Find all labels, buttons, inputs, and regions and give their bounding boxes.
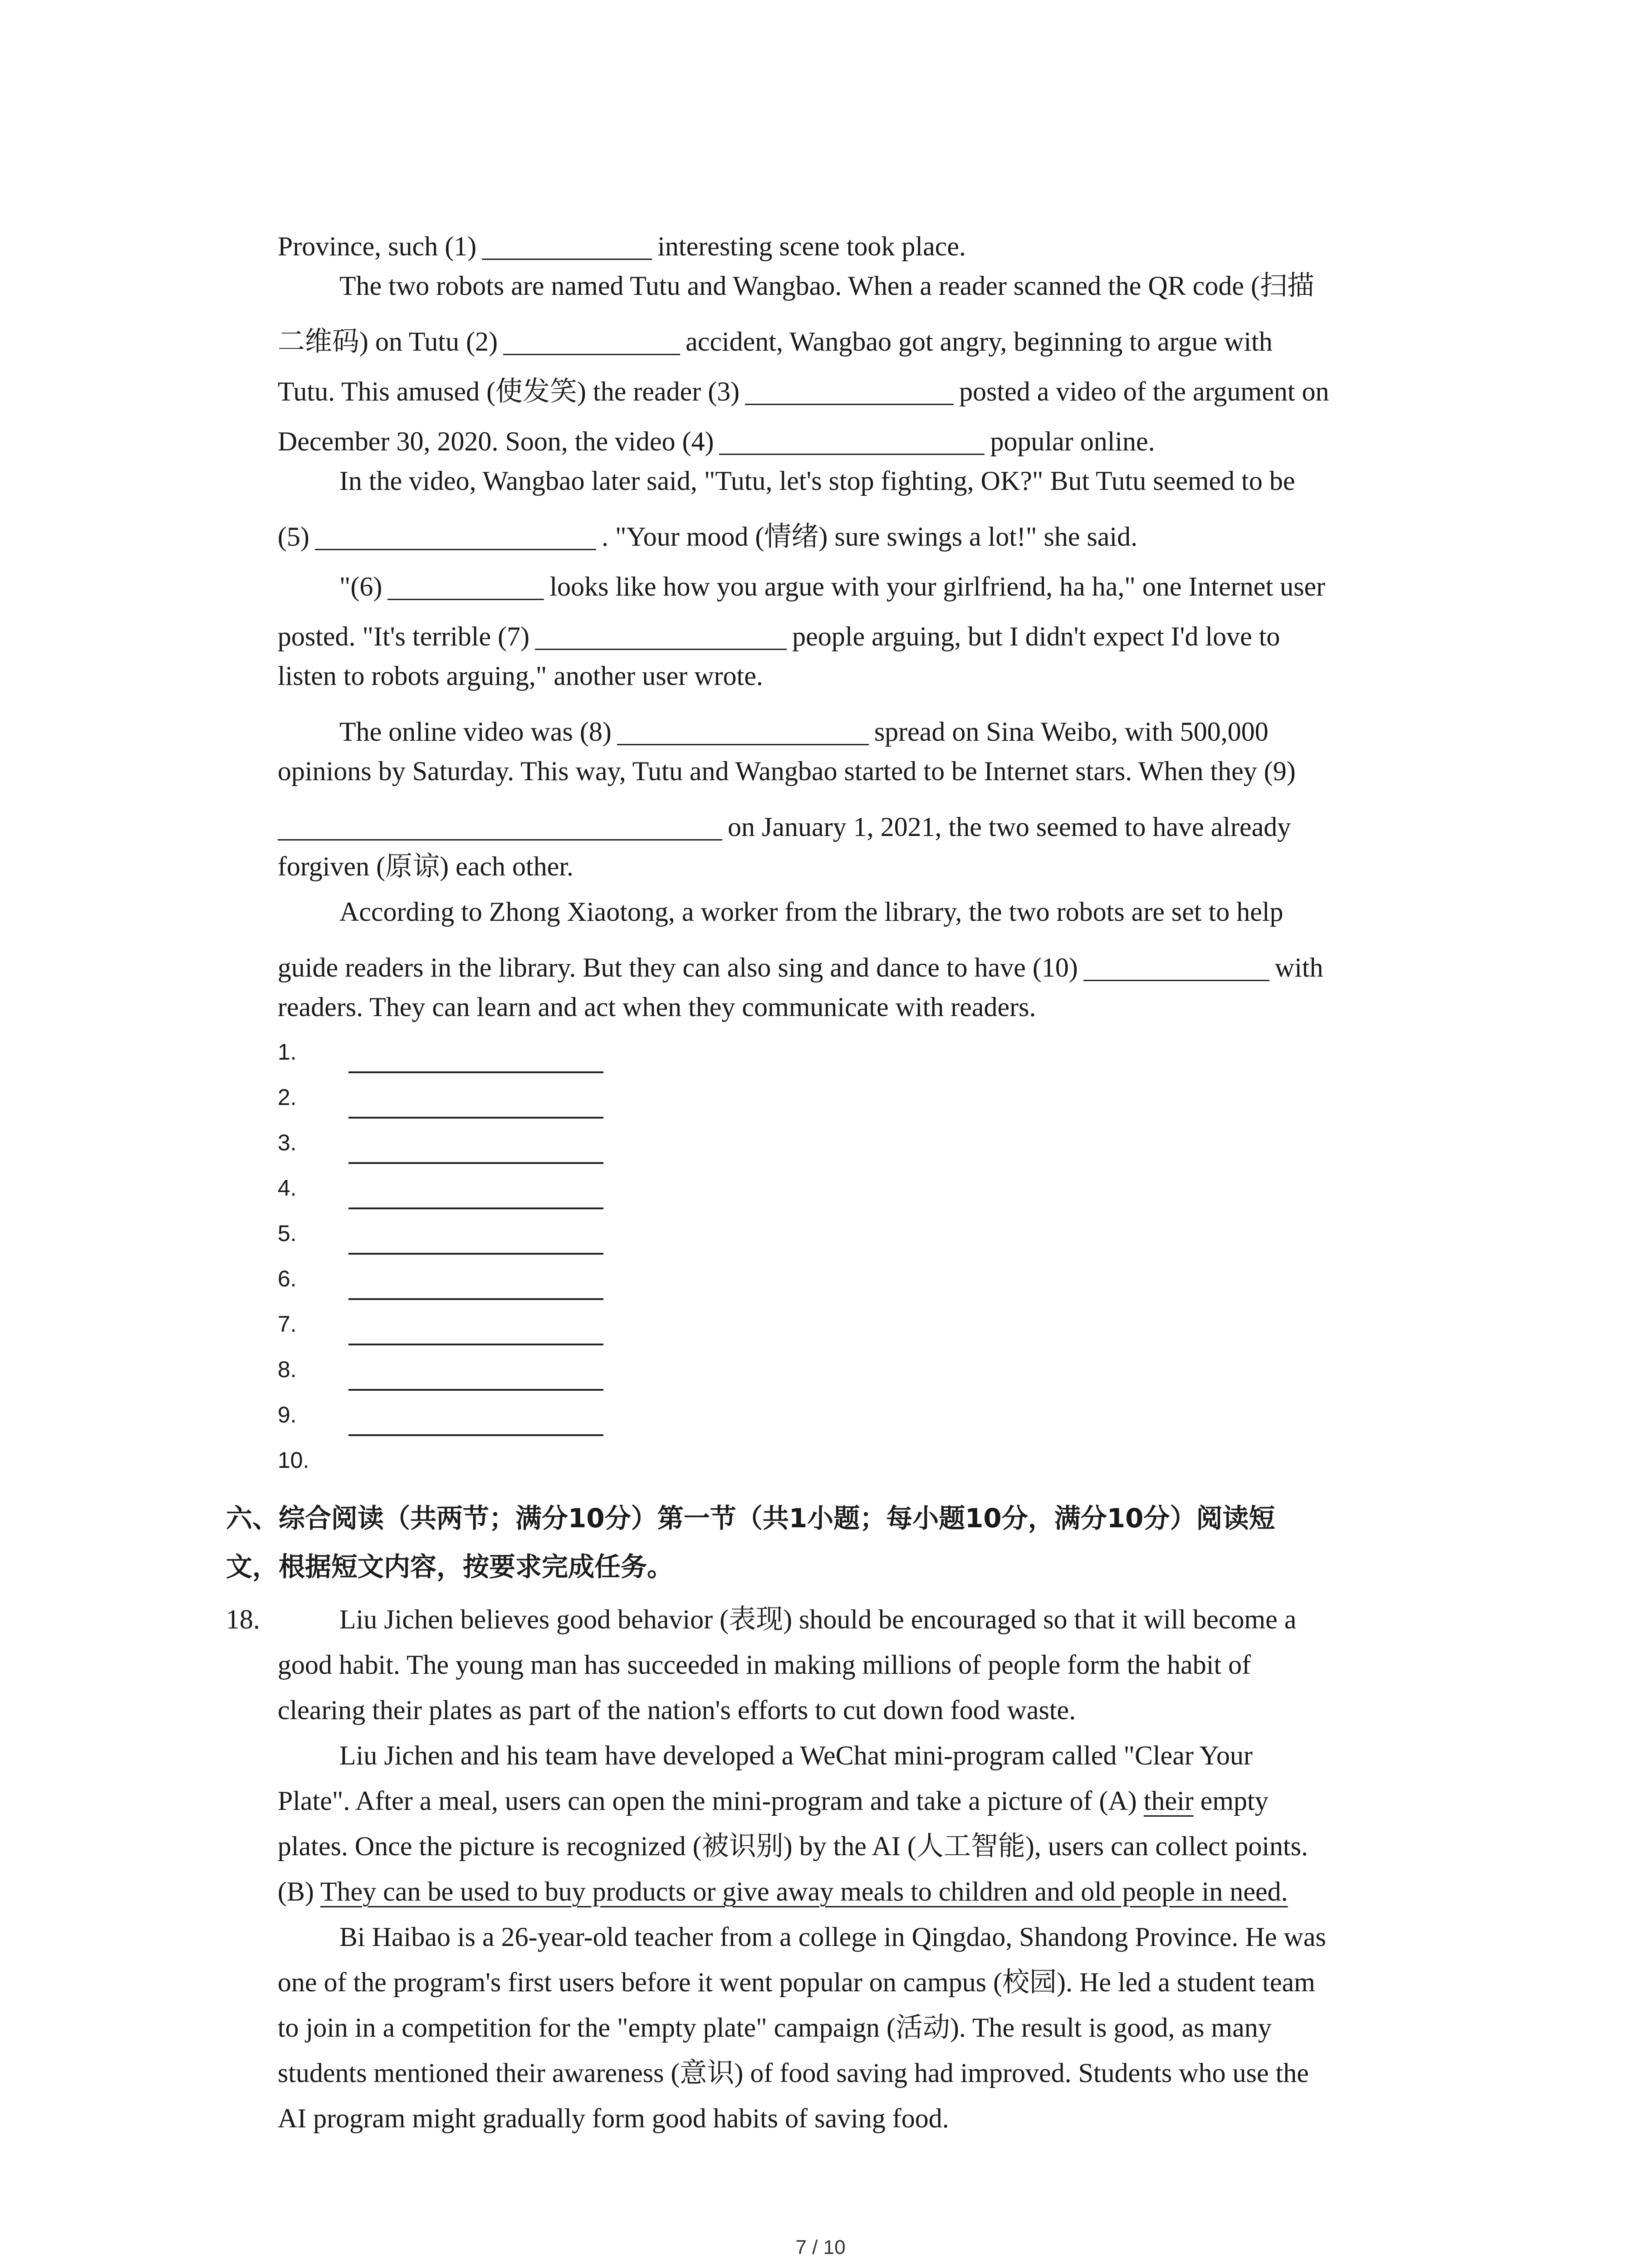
text: 二维码) on Tutu (2) bbox=[278, 327, 498, 357]
text: Province, such (1) bbox=[278, 231, 477, 261]
page-number: 7 / 10 bbox=[795, 2236, 846, 2258]
text: empty bbox=[1200, 1786, 1269, 1816]
answer-line-9[interactable] bbox=[348, 1434, 603, 1436]
passage-line bbox=[278, 617, 1280, 650]
passage-line: According to Zhong Xiaotong, a worker from the library, the two robots are set to help bbox=[339, 897, 1283, 927]
blank-10[interactable] bbox=[1083, 953, 1269, 981]
underlined-sentence-b: They can be used to buy products or give away meals to children and old people in need. bbox=[320, 1877, 1288, 1906]
text: with bbox=[1274, 953, 1323, 982]
answer-line-7[interactable] bbox=[348, 1344, 603, 1345]
passage-line: good habit. The young man has succeeded in making millions of people form the habit of bbox=[278, 1650, 1251, 1680]
passage-line bbox=[278, 1787, 1269, 1814]
passage-line: forgiven (原谅) each other. bbox=[278, 851, 574, 881]
passage-line bbox=[278, 948, 1323, 981]
text: accident, Wangbao got angry, beginning to argue with bbox=[686, 327, 1273, 357]
answer-line-1[interactable] bbox=[348, 1071, 603, 1073]
passage-line: clearing their plates as part of the nation's efforts to cut down food waste. bbox=[278, 1695, 1076, 1725]
text: The online video was (8) bbox=[339, 717, 612, 747]
answer-number: 10. bbox=[278, 1447, 309, 1473]
passage-line: one of the program's first users before it went popular on campus (校园). He led a student team bbox=[278, 1967, 1315, 1997]
text: posted a video of the argument on bbox=[959, 376, 1329, 406]
blank-9[interactable] bbox=[278, 812, 722, 841]
text: (B) bbox=[278, 1877, 314, 1906]
answer-line-4[interactable] bbox=[348, 1207, 603, 1209]
blank-6[interactable] bbox=[387, 572, 544, 600]
text: on January 1, 2021, the two seemed to have already bbox=[728, 812, 1291, 842]
passage-line: listen to robots arguing," another user wrote. bbox=[278, 661, 763, 691]
passage-line: AI program might gradually form good habits of saving food. bbox=[278, 2103, 949, 2133]
answer-number: 8. bbox=[278, 1357, 297, 1382]
underlined-word-a: their bbox=[1143, 1786, 1194, 1816]
text: (5) bbox=[278, 522, 309, 552]
passage-line bbox=[339, 567, 1325, 600]
answer-number: 2. bbox=[278, 1085, 297, 1110]
text: people arguing, but I didn't expect I'd love to bbox=[792, 621, 1280, 651]
text: interesting scene took place. bbox=[657, 231, 966, 261]
passage-line: plates. Once the picture is recognized (被识别) by the AI (人工智能), users can collect points. bbox=[278, 1831, 1308, 1861]
blank-4[interactable] bbox=[719, 426, 985, 455]
text: spread on Sina Weibo, with 500,000 bbox=[874, 717, 1269, 747]
blank-3[interactable] bbox=[745, 376, 954, 405]
passage-line: students mentioned their awareness (意识) of food saving had improved. Students who use the bbox=[278, 2058, 1309, 2088]
passage-line: Bi Haibao is a 26-year-old teacher from a college in Qingdao, Shandong Province. He was bbox=[339, 1922, 1326, 1952]
answer-line-6[interactable] bbox=[348, 1298, 603, 1300]
passage-line bbox=[278, 372, 1329, 405]
blank-7[interactable] bbox=[535, 621, 787, 650]
passage-line bbox=[339, 712, 1269, 745]
question-number: 18. bbox=[226, 1604, 260, 1634]
answer-line-8[interactable] bbox=[348, 1389, 603, 1391]
blank-1[interactable] bbox=[482, 231, 652, 260]
text: December 30, 2020. Soon, the video (4) bbox=[278, 426, 714, 456]
text: . "Your mood (情绪) sure swings a lot!" she said. bbox=[601, 522, 1138, 552]
text: Plate". After a meal, users can open the mini-program and take a picture of (A) bbox=[278, 1786, 1137, 1816]
answer-number: 9. bbox=[278, 1402, 297, 1427]
text: posted. "It's terrible (7) bbox=[278, 621, 530, 651]
passage-line bbox=[278, 517, 1137, 550]
text: looks like how you argue with your girlfriend, ha ha," one Internet user bbox=[549, 572, 1326, 601]
text: guide readers in the library. But they can also sing and dance to have (10) bbox=[278, 953, 1078, 982]
passage-line: Liu Jichen and his team have developed a WeChat mini-program called "Clear Your bbox=[339, 1740, 1253, 1770]
answer-number: 1. bbox=[278, 1039, 297, 1065]
text: Tutu. This amused (使发笑) the reader (3) bbox=[278, 376, 740, 406]
passage-line bbox=[278, 807, 1291, 841]
passage-line bbox=[278, 1878, 1288, 1905]
passage-line: to join in a competition for the "empty plate" campaign (活动). The result is good, as many bbox=[278, 2013, 1272, 2043]
section-heading: 六、综合阅读（共两节；满分10分）第一节（共1小题；每小题10分，满分10分）阅读短 bbox=[226, 1503, 1275, 1534]
answer-number: 6. bbox=[278, 1266, 297, 1291]
passage-line: opinions by Saturday. This way, Tutu and Wangbao started to be Internet stars. When they (9) bbox=[278, 756, 1296, 786]
blank-2[interactable] bbox=[503, 327, 680, 355]
passage-line bbox=[278, 422, 1155, 455]
passage-line: readers. They can learn and act when they communicate with readers. bbox=[278, 992, 1036, 1022]
blank-5[interactable] bbox=[315, 522, 596, 550]
answer-number: 4. bbox=[278, 1175, 297, 1201]
text: popular online. bbox=[990, 426, 1155, 456]
passage-line bbox=[278, 227, 966, 260]
answer-number: 3. bbox=[278, 1130, 297, 1155]
passage-line: Liu Jichen believes good behavior (表现) should be encouraged so that it will become a bbox=[339, 1604, 1297, 1634]
section-heading: 文，根据短文内容，按要求完成任务。 bbox=[226, 1551, 674, 1582]
answer-number: 7. bbox=[278, 1311, 297, 1337]
passage-line: In the video, Wangbao later said, "Tutu, let's stop fighting, OK?" But Tutu seemed to be bbox=[339, 466, 1295, 496]
answer-line-3[interactable] bbox=[348, 1162, 603, 1164]
blank-8[interactable] bbox=[617, 717, 869, 745]
passage-line bbox=[278, 322, 1273, 355]
answer-number: 5. bbox=[278, 1221, 297, 1246]
passage-line: The two robots are named Tutu and Wangbao. When a reader scanned the QR code (扫描 bbox=[339, 271, 1315, 301]
answer-line-2[interactable] bbox=[348, 1117, 603, 1119]
text: "(6) bbox=[339, 572, 382, 601]
answer-line-5[interactable] bbox=[348, 1253, 603, 1255]
